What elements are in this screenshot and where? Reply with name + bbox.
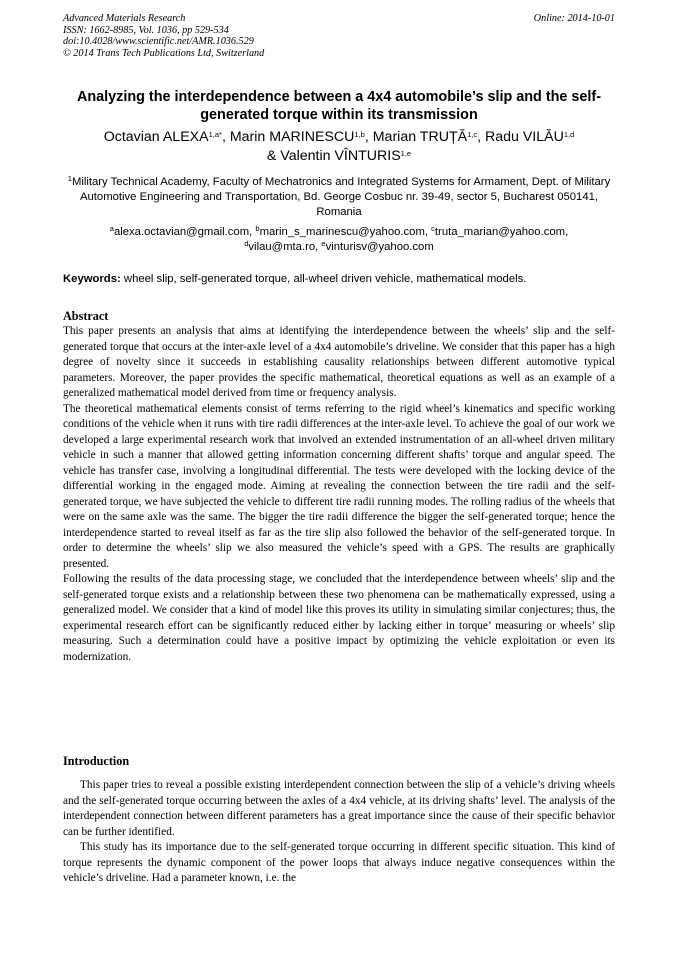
email-address: vilau@mta.ro xyxy=(248,241,316,253)
doi-line: doi:10.4028/www.scientific.net/AMR.1036.529 xyxy=(63,36,254,47)
email-sep: , xyxy=(565,226,569,238)
author-sup: 1,e xyxy=(400,149,412,158)
author-name: Marin MARINESCU xyxy=(229,129,355,145)
introduction-body xyxy=(63,778,615,887)
journal-header xyxy=(63,13,615,59)
online-date: Online: 2014-10-01 xyxy=(533,13,615,24)
email xyxy=(244,241,321,253)
author-name: & Valentin VÎNTURIS xyxy=(266,148,401,164)
affiliation-text: Military Technical Academy, Faculty of Mechatronics and Integrated Systems for Armament, Dept. of Military Automotive Engineering and Transportation, Bd. George Cosbuc nr. 39-49, sector 5, Bucharest 050141, Romania xyxy=(71,176,611,218)
introduction-paragraph: This paper tries to reveal a possible existing interdependent connection between the slip of a vehicle’s driving wheels and the self-generated torque occurring between the axles of a 4x4 vehicle, at its driving shafts’ level. The analysis of the interdependent connection between different parameters has a great importance since the cause of their specific behavior can be further identified. xyxy=(63,779,615,838)
author-sup: 1,a* xyxy=(208,130,222,139)
abstract-paragraph: This paper presents an analysis that aims at identifying the interdependence between the wheels’ slip and the self-generated torque that occurs at the inter-axle level of a 4x4 automobile’s driveline. We consider that this paper has a high degree of novelty since it succeeds in establishing causality relationships between different automotive typical parameters. Moreover, the paper provides the specific mathematical, theoretical equations as well as an example of a generalized mathematical model derived from time or frequency analysis. xyxy=(63,325,615,399)
author-sup: 1,b xyxy=(354,130,365,139)
keywords-label: Keywords: xyxy=(63,273,121,285)
abstract-paragraph: The theoretical mathematical elements consist of terms referring to the rigid wheel’s kinematics and specific working conditions of the vehicle when it runs with tire radii differences at the inter-axle level. To achieve the goal of our work we developed a large experimental research work that involved an extended instrumentation of an all-wheel driven military vehicle in such a manner that allowed getting information concerning different shafts’ torque and angular speed. The vehicle has transfer case, involving a longitudinal differential. The tests were developed with the locking device of the differential working in the engaged mode. Aiming at revealing the connection between the tire radii and the self-generated torque, we have subjected the vehicle to different tire radii running modes. The rolling radius of the wheels that were on the same axle was the same. The bigger the tire radii difference the bigger the self-generated torque; hence the interdependence started to reveal itself as far as the tire slip also followed the behavior of the self-generated torque. In order to determine the wheels’ slip we also measured the vehicle’s speed with a GPS. The results are graphically presented. xyxy=(63,402,615,570)
author-sup: 1,d xyxy=(563,130,575,139)
abstract-paragraph: Following the results of the data processing stage, we concluded that the interdependence between wheels’ slip and the self-generated torque exists and a relationship between these two phenomena can be mathematically expressed, using a generalized model. We consider that a kind of model like this proves its utility in simulating similar conjectures; thus, the experimental research effort can be significantly reduced either by lacking either in torque’ measuring or wheels’ slip measuring. Such a determination could have a positive impact by optimizing the vehicle exploitation or even its modernization. xyxy=(63,573,615,663)
copyright-line: © 2014 Trans Tech Publications Ltd, Switzerland xyxy=(63,47,265,59)
email-address: truta_marian@yahoo.com xyxy=(434,226,566,238)
author-name: Radu VILĂU xyxy=(484,129,564,145)
email-sup: a xyxy=(109,224,114,233)
email-address: alexa.octavian@gmail.com xyxy=(113,226,250,238)
email-list xyxy=(62,225,616,255)
abstract-heading: Abstract xyxy=(63,309,109,323)
author-sep: , xyxy=(477,129,485,145)
email-sup: d xyxy=(244,239,249,248)
author xyxy=(104,129,230,145)
email-sup: c xyxy=(431,224,435,233)
author-name: Octavian ALEXA xyxy=(103,129,209,145)
journal-name: Advanced Materials Research xyxy=(63,13,186,24)
paper-title: Analyzing the interdependence between a 4x4 automobile’s slip and the self-generated torque within its transmission xyxy=(76,89,602,123)
email xyxy=(110,226,256,238)
keywords-text: wheel slip, self-generated torque, all-wheel driven vehicle, mathematical models. xyxy=(120,273,527,285)
affiliation xyxy=(62,175,616,219)
author-sep: , xyxy=(364,129,373,145)
introduction-heading: Introduction xyxy=(63,754,130,768)
author xyxy=(267,148,411,164)
email-sep: , xyxy=(249,226,256,238)
author-sep: , xyxy=(221,129,230,145)
affiliation-sup: 1 xyxy=(67,174,72,183)
keywords xyxy=(63,272,615,286)
email-sup: b xyxy=(255,224,260,233)
email xyxy=(255,226,431,238)
email-address: marin_s_marinescu@yahoo.com xyxy=(259,226,425,238)
author xyxy=(485,129,574,145)
introduction-paragraph: This study has its importance due to the self-generated torque occurring in different specific situation. This kind of torque represents the dynamic component of the power loops that always induce negative consequences within the vehicle’s driveline. Had a parameter known, i.e. the xyxy=(63,841,615,884)
author-name: Marian TRUȚĂ xyxy=(372,129,468,145)
author-sup: 1,c xyxy=(467,130,478,139)
issn-line: ISSN: 1662-8985, Vol. 1036, pp 529-534 xyxy=(63,24,229,36)
email xyxy=(321,241,433,253)
email-sep: , xyxy=(315,241,322,253)
email-sup: e xyxy=(321,239,326,248)
author xyxy=(373,129,485,145)
author-list xyxy=(50,128,628,166)
email-address: vinturisv@yahoo.com xyxy=(325,241,434,253)
author xyxy=(230,129,373,145)
email xyxy=(431,226,568,238)
email-sep: , xyxy=(424,226,432,238)
abstract-body xyxy=(63,324,615,665)
